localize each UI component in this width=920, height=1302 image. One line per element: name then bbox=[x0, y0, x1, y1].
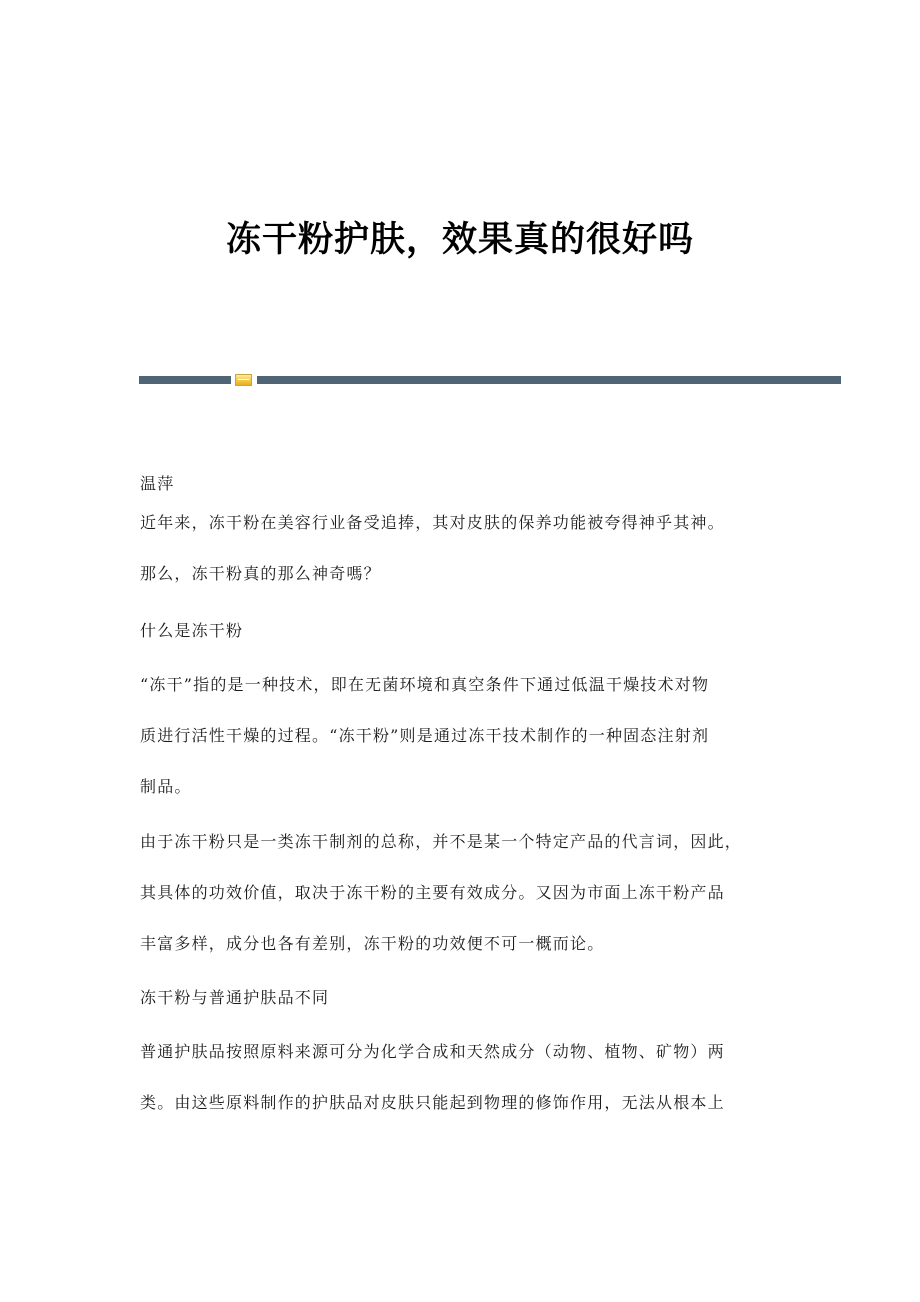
paragraph-line: 制品。 bbox=[140, 777, 192, 796]
title-divider bbox=[139, 374, 841, 386]
document-body bbox=[140, 466, 780, 1112]
paragraph-line: 普通护肤品按照原料来源可分为化学合成和天然成分（动物、植物、矿物）两 bbox=[140, 1042, 725, 1061]
divider-bar-right bbox=[257, 376, 841, 384]
paragraph-line: 质进行活性干燥的过程。“冻干粉”则是通过冻干技术制作的一种固态注射剂 bbox=[140, 726, 710, 745]
paragraph-line: 其具体的功效价值，取决于冻干粉的主要有效成分。又因为市面上冻干粉产品 bbox=[140, 883, 725, 902]
paragraph-line: 那么，冻干粉真的那么神奇嗎？ bbox=[140, 564, 381, 583]
paragraph-line: 近年来，冻干粉在美容行业备受追捧，其对皮肤的保养功能被夸得神乎其神。 bbox=[140, 513, 725, 532]
paragraph-line: 丰富多样，成分也各有差别，冻干粉的功效便不可一概而论。 bbox=[140, 934, 605, 953]
paragraph-line: 冻干粉与普通护肤品不同 bbox=[140, 988, 330, 1007]
divider-bar-left bbox=[139, 376, 231, 384]
author-name: 温萍 bbox=[140, 474, 175, 493]
page-title: 冻干粉护肤，效果真的很好吗 bbox=[225, 219, 694, 260]
divider-ornament-icon bbox=[235, 374, 252, 386]
paragraph-line: 什么是冻干粉 bbox=[140, 621, 244, 640]
paragraph-line: 类。由这些原料制作的护肤品对皮肤只能起到物理的修饰作用，无法从根本上 bbox=[140, 1093, 725, 1112]
paragraph-line: “冻干”指的是一种技术，即在无菌环境和真空条件下通过低温干燥技术对物 bbox=[140, 675, 710, 694]
paragraph-line: 由于冻干粉只是一类冻干制剂的总称，并不是某一个特定产品的代言词，因此， bbox=[140, 832, 743, 851]
